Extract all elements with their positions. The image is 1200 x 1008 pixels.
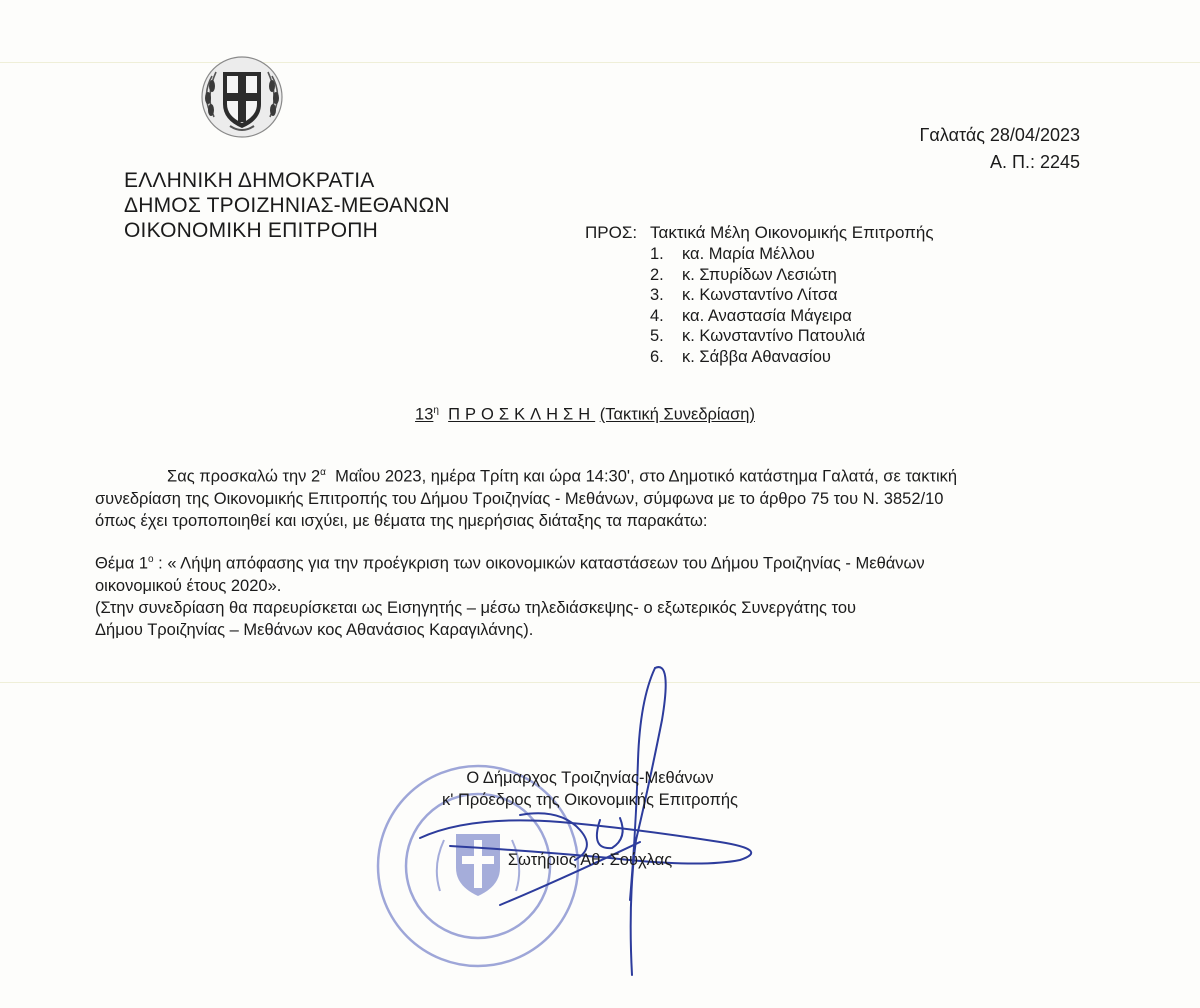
paragraph-text: Μαΐου 2023, ημέρα Τρίτη και ώρα 14:30', στο Δημοτικό κατάστημα Γαλατά, σε τακτική: [335, 467, 958, 486]
date-block: [920, 122, 1080, 176]
list-item: [648, 306, 865, 327]
invitation-number-suffix: η: [433, 405, 439, 416]
member-number: 6.: [650, 347, 664, 366]
coat-of-arms-icon: [196, 54, 288, 140]
topic-line-1: [95, 549, 1082, 575]
topic-line-4: Δήμου Τροιζηνίας – Μεθάνων κος Αθανάσιος Καραγιλάνης).: [95, 620, 534, 639]
date-suffix: α: [320, 467, 326, 478]
member-name: κ. Κωνσταντίνο Λίτσα: [682, 286, 838, 304]
member-name: κα. Αναστασία Μάγειρα: [682, 306, 852, 325]
member-number: 5.: [650, 327, 664, 345]
invitation-word: ΠΡΟΣΚΛΗΣΗ: [448, 405, 596, 424]
member-name: κ. Σάββα Αθανασίου: [682, 347, 831, 366]
scan-line: [0, 682, 1200, 683]
invitation-title: [0, 405, 1170, 425]
topic-line-2: οικονομικού έτους 2020».: [95, 576, 282, 595]
topic-label-suffix: ο: [148, 554, 154, 565]
list-item: [648, 347, 865, 368]
topic-line-3: (Στην συνεδρίαση θα παρευρίσκεται ως Εισηγητής – μέσω τηλεδιάσκεψης- ο εξωτερικός Συνεργάτης του: [95, 598, 857, 617]
organization-header: [124, 168, 450, 243]
paragraph-line-1: [95, 462, 1082, 488]
org-line-3: ΟΙΚΟΝΟΜΙΚΗ ΕΠΙΤΡΟΠΗ: [124, 219, 379, 242]
member-name: κα. Μαρία Μέλλου: [682, 245, 815, 263]
agenda-topic: [95, 549, 1082, 641]
member-number: 3.: [650, 286, 664, 304]
signer-name: Σωτήριος Αθ. Σούχλας: [507, 851, 673, 869]
invitation-paragraph: [95, 462, 1082, 532]
member-list: [648, 244, 865, 367]
org-line-2: ΔΗΜΟΣ ΤΡΟΙΖΗΝΙΑΣ-ΜΕΘΑΝΩΝ: [124, 194, 450, 217]
list-item: [648, 285, 865, 306]
recipient-label: ΠΡΟΣ:: [585, 223, 638, 242]
recipient-title: Τακτικά Μέλη Οικονομικής Επιτροπής: [650, 223, 934, 242]
list-item: [648, 326, 865, 347]
member-name: κ. Σπυρίδων Λεσιώτη: [682, 265, 837, 284]
signer-title-2: κ' Πρόεδρος της Οικονομικής Επιτροπής: [441, 791, 739, 809]
member-number: 4.: [650, 306, 664, 325]
protocol-number: Α. Π.: 2245: [989, 152, 1080, 172]
list-item: [648, 244, 865, 265]
paragraph-text: Σας προσκαλώ την 2: [167, 467, 321, 486]
place-date: Γαλατάς 28/04/2023: [919, 125, 1080, 145]
list-item: [648, 265, 865, 286]
paragraph-line-2: συνεδρίαση της Οικονομικής Επιτροπής του Δήμου Τροιζηνίας - Μεθάνων, σύμφωνα με το άρθρο 75 του Ν. 3852/10: [95, 489, 944, 508]
topic-label: Θέμα 1: [95, 554, 148, 573]
scan-line: [0, 62, 1200, 63]
member-number: 1.: [650, 245, 664, 263]
invitation-number: 13: [415, 405, 434, 424]
signer-title-1: Ο Δήμαρχος Τροιζηνίας-Μεθάνων: [466, 769, 714, 787]
topic-text: : « Λήψη απόφασης για την προέγκριση των οικονομικών καταστάσεων του Δήμου Τροιζηνίας - Μεθάνων: [158, 554, 925, 573]
org-line-1: ΕΛΛΗΝΙΚΗ ΔΗΜΟΚΡΑΤΙΑ: [124, 169, 375, 192]
invitation-type: (Τακτική Συνεδρίαση): [599, 405, 755, 424]
member-name: κ. Κωνσταντίνο Πατουλιά: [682, 327, 866, 345]
paragraph-line-3: όπως έχει τροποποιηθεί και ισχύει, με θέματα της ημερήσιας διάταξης τα παρακάτω:: [95, 511, 708, 530]
member-number: 2.: [650, 265, 664, 284]
